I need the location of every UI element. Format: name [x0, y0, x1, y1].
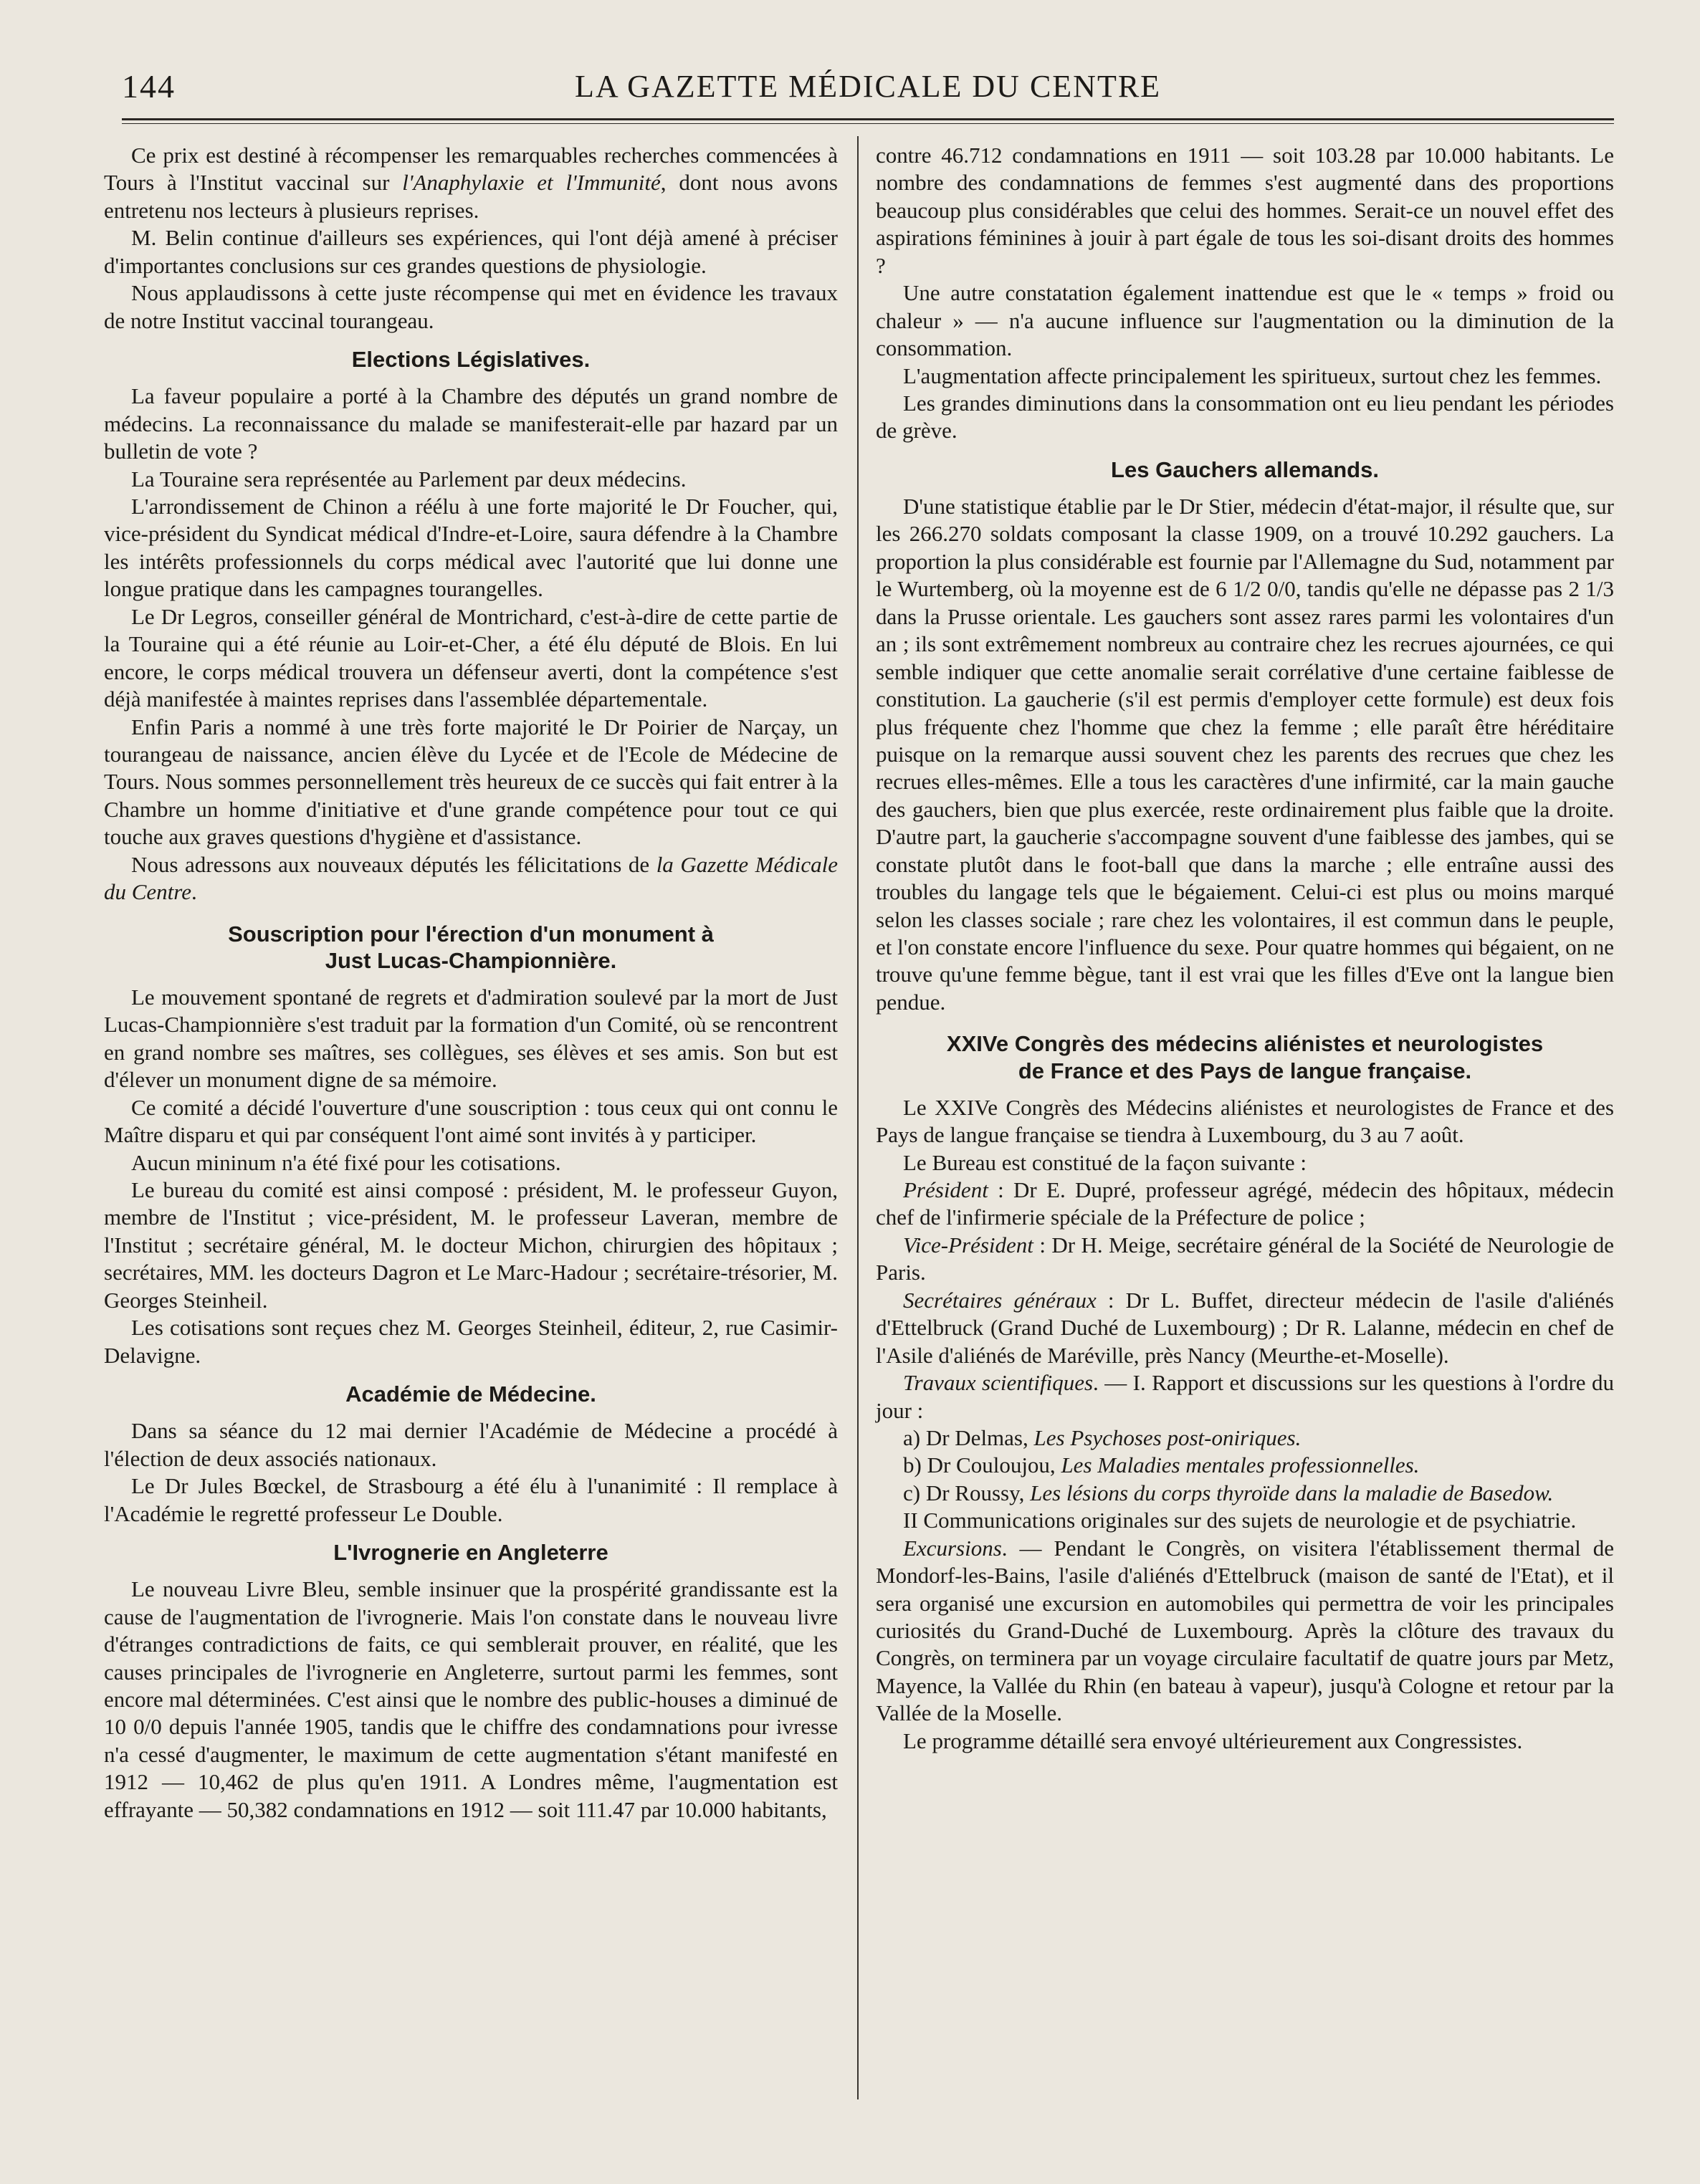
paragraph: Le nouveau Livre Bleu, semble insinuer que la prospérité grandissante est la cause de l'augmentation de l'ivrognerie. Mais l'on constate dans le nouveau livre d'étranges contradictions de faits, ce qui semblerait prouver, en réalité, que les causes principales de l'ivrognerie en Angleterre, surtout parmi les femmes, sont encore mal déterminées. C'est ainsi que le nombre des public-houses a diminué de 10 0/0 depuis l'année 1905, tandis que le chiffre des condamnations pour ivresse n'a cessé d'augmenter, le maximum de cette augmentation s'étant manifesté en 1912 — 10,462 de plus qu'en 1911. A Londres même, l'augmentation est effrayante — 50,382 condamnations en 1912 — soit 111.47 par 10.000 habitants, [104, 1576, 838, 1822]
paragraph: Ce comité a décidé l'ouverture d'une souscription : tous ceux qui ont connu le Maître disparu et qui par conséquent l'ont aimé sont invités à y participer. [104, 1094, 838, 1148]
header-rule [122, 118, 1614, 120]
paragraph: Le bureau du comité est ainsi composé : président, M. le professeur Guyon, membre de l'Institut ; vice-président, M. le professeur Laveran, membre de l'Institut ; secrétaire général, M. le docteur Michon, chirurgien des hôpitaux ; secrétaires, MM. les docteurs Dagron et Le Marc-Hadour ; secrétaire-trésorier, M. Georges Steinheil. [104, 1177, 838, 1313]
paragraph: Le Dr Jules Bœckel, de Strasbourg a été élu à l'unanimité : Il remplace à l'Académie le regretté professeur Le Double. [104, 1473, 838, 1526]
section-heading-congres: XXIVe Congrès des médecins aliénistes et neurologistes de France et des Pays de langue française. [946, 1031, 1544, 1083]
paragraph: Travaux scientifiques. — I. Rapport et discussions sur les questions à l'ordre du jour : [876, 1370, 1614, 1423]
paragraph: L'arrondissement de Chinon a réélu à une forte majorité le Dr Foucher, qui, vice-président du Syndicat médical d'Indre-et-Loire, saura défendre à la Chambre les intérêts professionnels du corps médical avec l'autorité que lui donne une longue pratique dans les campagnes tourangelles. [104, 494, 838, 602]
journal-title: LA GAZETTE MÉDICALE DU CENTRE [574, 68, 1162, 104]
paragraph: II Communications originales sur des sujets de neurologie et de psychiatrie. [903, 1508, 1577, 1533]
list-item: a) Dr Delmas, Les Psychoses post-oniriques. [903, 1424, 1302, 1450]
paragraph: Le mouvement spontané de regrets et d'admiration soulevé par la mort de Just Lucas-Championnière s'est traduit par la formation d'un Comité, où se rencontrent en grand nombre ses maîtres, ses collègues, ses élèves et ses amis. Son but est d'élever un monument digne de sa mémoire. [104, 984, 838, 1093]
paragraph: La faveur populaire a porté à la Chambre des députés un grand nombre de médecins. La reconnaissance du malade se manifesterait-elle par hazard par un bulletin de vote ? [104, 383, 838, 464]
column-divider [857, 136, 859, 2099]
paragraph: Président : Dr E. Dupré, professeur agrégé, médecin des hôpitaux, médecin chef de l'infirmerie spéciale de la Préfecture de police ; [876, 1177, 1614, 1230]
paragraph: Enfin Paris a nommé à une très forte majorité le Dr Poirier de Narçay, un tourangeau de naissance, ancien élève du Lycée et de l'Ecole de Médecine de Tours. Nous sommes personnellement très heureux de ce succès qui fait entrer à la Chambre un homme d'initiative et d'une grande compétence pour tout ce qui touche aux graves questions d'hygiène et d'assistance. [104, 714, 838, 850]
section-heading-elections: Elections Législatives. [351, 347, 591, 373]
section-heading-gauchers: Les Gauchers allemands. [1111, 456, 1379, 482]
paragraph: Excursions. — Pendant le Congrès, on visitera l'établissement thermal de Mondorf-les-Bains, l'asile d'aliénés d'Ettelbruck (maison de santé de l'Etat), et il sera organisé une excursion en automobiles qui permettra de voir les principales curiosités du Grand-Duché de Luxembourg. Après la clôture des travaux du Congrès, on terminera par un voyage circulaire facultatif de quatre jours par Metz, Mayence, la Vallée du Rhin (en bateau à vapeur), jusqu'à Cologne et retour par la Vallée de la Moselle. [876, 1535, 1614, 1726]
header-rule-thin [122, 123, 1614, 124]
paragraph: M. Belin continue d'ailleurs ses expériences, qui l'ont déjà amené à préciser d'importantes conclusions sur ces grandes questions de physiologie. [104, 225, 838, 278]
paragraph: Aucun mininum n'a été fixé pour les cotisations. [131, 1149, 561, 1175]
paragraph: Secrétaires généraux : Dr L. Buffet, directeur médecin de l'asile d'aliénés d'Ettelbruck (Grand Duché de Luxembourg) ; Dr R. Lalanne, médecin en chef de l'Asile d'aliénés de Maréville, près Nancy (Meurthe-et-Moselle). [876, 1287, 1615, 1368]
left-column [104, 142, 838, 1824]
paragraph: Le XXIVe Congrès des Médecins aliénistes et neurologistes de France et des Pays de langue française se tiendra à Luxembourg, du 3 au 7 août. [876, 1094, 1614, 1148]
paragraph: Dans sa séance du 12 mai dernier l'Académie de Médecine a procédé à l'élection de deux associés nationaux. [104, 1418, 838, 1471]
section-heading-ivrognerie: L'Ivrognerie en Angleterre [333, 1540, 608, 1565]
paragraph: Vice-Président : Dr H. Meige, secrétaire général de la Société de Neurologie de Paris. [876, 1232, 1614, 1285]
paragraph: Le programme détaillé sera envoyé ultérieurement aux Congressistes. [903, 1728, 1523, 1753]
paragraph: D'une statistique établie par le Dr Stier, médecin d'état-major, il résulte que, sur les 266.270 soldats composant la classe 1909, on a trouvé 10.292 gauchers. La proportion la plus considérable est fournie par l'Allemagne du Sud, notamment par le Wurtemberg, où la moyenne est de 6 1/2 0/0, tandis qu'elle ne dépasse pas 2 1/3 dans la Prusse orientale. Les gauchers sont assez rares parmi les volontaires d'un an ; ils sont extrêmement nombreux au contraire chez les recrues ajournées, ce qui semble indiquer que cette anomalie serait corrélative d'une certaine faiblesse de constitution. La gaucherie (s'il est permis d'employer cette formule) est deux fois plus fréquente chez l'homme que chez la femme ; elle paraît être héréditaire puisque on la remarque aussi souvent chez les parents des recrues que chez les recrues elles-mêmes. Elle a tous les caractères d'une infirmité, car la main gauche des gauchers, bien que plus exercée, reste ordinairement plus faible que la droite. D'autre part, la gaucherie s'accompagne souvent d'une faiblesse des jambes, qui se constate plutôt dans le foot-ball que dans la marche ; elle entraîne aussi des troubles du langage tels que le bégaiement. Celui-ci est plus ou moins marqué selon les classes sociale ; rare chez les volontaires, il est commun dans le peuple, et l'on constate encore l'influence du sexe. Pour quatre hommes qui bégaient, on ne trouve qu'une femme bègue, tant il est vrai que les filles d'Eve ont la langue bien pendue. [876, 494, 1614, 1015]
paragraph: contre 46.712 condamnations en 1911 — soit 103.28 par 10.000 habitants. Le nombre des condamnations de femmes s'est augmenté dans des proportions beaucoup plus considérables que celui des hommes. Serait-ce un nouvel effet des aspirations féminines à jouir à part égale de tous les soi-disant droits des hommes ? [876, 143, 1614, 278]
paragraph: Les cotisations sont reçues chez M. Georges Steinheil, éditeur, 2, rue Casimir-Delavigne. [104, 1315, 838, 1368]
paragraph: Une autre constatation également inattendue est que le « temps » froid ou chaleur » — n'a aucune influence sur l'augmentation ou la diminution de la consommation. [876, 280, 1614, 361]
paragraph: Les grandes diminutions dans la consommation ont eu lieu pendant les périodes de grève. [876, 390, 1614, 444]
page-header [122, 64, 1614, 107]
paragraph: L'augmentation affecte principalement les spiritueux, surtout chez les femmes. [903, 363, 1602, 388]
section-heading-academie: Académie de Médecine. [345, 1381, 596, 1407]
paragraph: La Touraine sera représentée au Parlement par deux médecins. [131, 466, 687, 492]
section-heading-souscription: Souscription pour l'érection d'un monument à Just Lucas-Championnière. [228, 921, 714, 973]
paragraph: Ce prix est destiné à récompenser les remarquables recherches commencées à Tours à l'Institut vaccinal sur l'Anaphylaxie et l'Immunité, dont nous avons entretenu nos lecteurs à plusieurs reprises. [104, 143, 838, 223]
right-column [876, 142, 1614, 1755]
paragraph: Le Dr Legros, conseiller général de Montrichard, c'est-à-dire de cette partie de la Touraine qui a été réunie au Loir-et-Cher, a été élu député de Blois. En lui encore, le corps médical trouvera un défenseur averti, dont la compétence s'est déjà manifestée à maintes reprises dans l'assemblée départementale. [104, 603, 838, 712]
paragraph: Nous applaudissons à cette juste récompense qui met en évidence les travaux de notre Institut vaccinal tourangeau. [104, 280, 838, 333]
list-item: b) Dr Couloujou, Les Maladies mentales professionnelles. [903, 1452, 1420, 1478]
paragraph: Le Bureau est constitué de la façon suivante : [903, 1149, 1307, 1175]
paragraph: Nous adressons aux nouveaux députés les félicitations de la Gazette Médicale du Centre. [104, 851, 838, 905]
page-number: 144 [122, 67, 176, 105]
list-item: c) Dr Roussy, Les lésions du corps thyroïde dans la maladie de Basedow. [903, 1480, 1554, 1505]
